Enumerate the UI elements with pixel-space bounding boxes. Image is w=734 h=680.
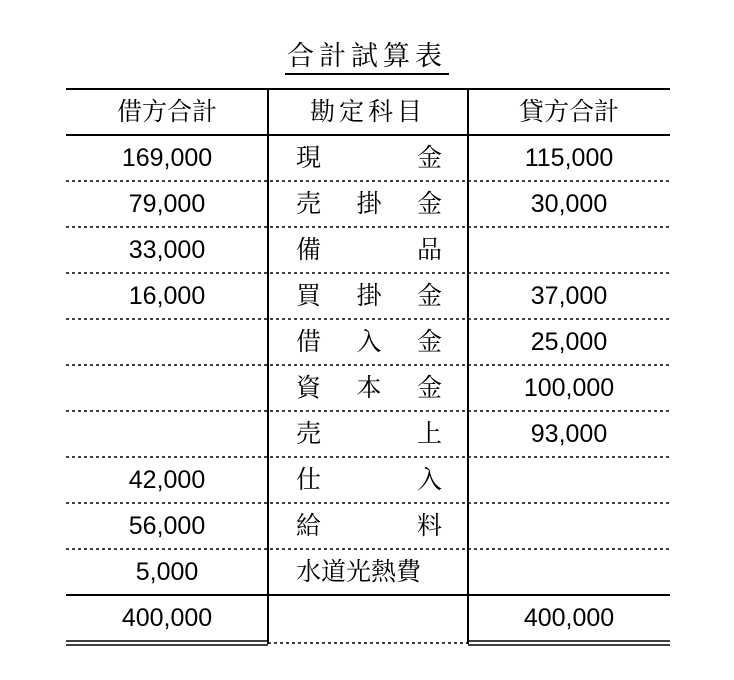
total-debit: 400,000 (121, 604, 213, 632)
total-credit: 400,000 (523, 604, 615, 632)
account-name (296, 503, 442, 549)
account-name (296, 411, 442, 457)
credit-amount: 37,000 (530, 282, 608, 310)
account-char: 金 (416, 373, 442, 402)
account-name (296, 319, 442, 365)
debit-amount (66, 365, 268, 411)
account-char: 料 (416, 511, 442, 540)
debit-amount: 16,000 (128, 282, 206, 310)
account-char: 金 (416, 327, 442, 356)
account-name (296, 273, 442, 319)
account-char: 資 (296, 373, 322, 402)
debit-amount: 33,000 (128, 236, 206, 264)
account-char: 品 (416, 235, 442, 264)
account-char: 備 (296, 235, 322, 264)
credit-amount: 93,000 (530, 420, 608, 448)
account-char: 売 (296, 419, 322, 448)
header-account: 勘定科目 (309, 97, 426, 126)
credit-amount (468, 227, 670, 273)
debit-amount (66, 411, 268, 457)
account-char: 借 (296, 327, 322, 356)
debit-amount: 56,000 (128, 512, 206, 540)
account-char: 現 (296, 143, 322, 172)
header-debit-total: 借方合計 (116, 97, 217, 126)
account-char: 掛 (356, 189, 382, 218)
credit-amount: 25,000 (530, 328, 608, 356)
account-name (296, 181, 442, 227)
account-char: 掛 (356, 281, 382, 310)
account-char: 上 (416, 419, 442, 448)
account-char: 売 (296, 189, 322, 218)
credit-amount (468, 457, 670, 503)
debit-amount (66, 319, 268, 365)
credit-amount: 30,000 (530, 190, 608, 218)
account-char: 水道光熱費 (296, 557, 422, 586)
account-char: 本 (356, 373, 382, 402)
account-char: 金 (416, 189, 442, 218)
account-char: 給 (296, 511, 322, 540)
debit-amount: 5,000 (135, 558, 199, 586)
header-credit-total: 貸方合計 (518, 97, 619, 126)
credit-amount (468, 503, 670, 549)
account-char: 仕 (296, 465, 322, 494)
account-name (296, 365, 442, 411)
account-char: 金 (416, 281, 442, 310)
debit-amount: 79,000 (128, 190, 206, 218)
credit-amount (468, 549, 670, 595)
account-name (296, 457, 442, 503)
account-char: 金 (416, 143, 442, 172)
debit-amount: 169,000 (121, 144, 213, 172)
account-name (296, 549, 442, 595)
credit-amount: 100,000 (523, 374, 615, 402)
debit-amount: 42,000 (128, 466, 206, 494)
account-name (296, 227, 442, 273)
credit-amount: 115,000 (524, 144, 614, 172)
account-char: 入 (416, 465, 442, 494)
title-text: 合計試算表 (285, 41, 449, 75)
account-char: 入 (356, 327, 382, 356)
account-char: 買 (296, 281, 322, 310)
account-name (296, 135, 442, 181)
